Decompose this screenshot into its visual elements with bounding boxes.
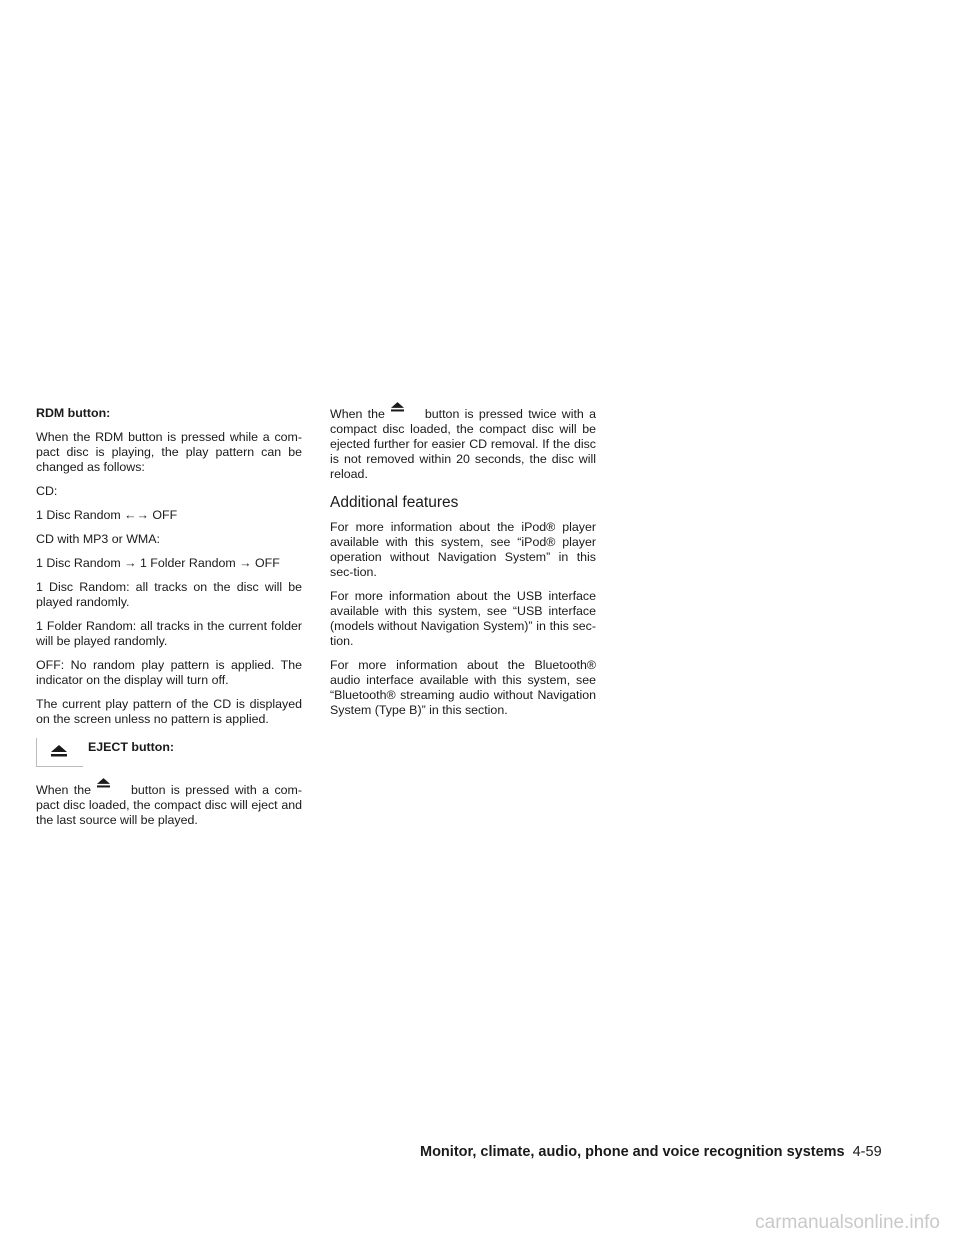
cd-label: CD:: [36, 484, 58, 498]
ipod-paragraph: For more information about the iPod® player available with this system, see “iPod® player operation without Navigation System” in this sec-tion.: [330, 520, 596, 579]
page-footer: [420, 1144, 882, 1160]
mp3-cycle: 1 Disc Random → 1 Folder Random → OFF: [36, 556, 280, 570]
eject-twice-after: button is pressed twice with a compact disc loaded, the compact disc will be ejected further for easier CD removal. If the disc is not removed within 20 seconds, the disc will reload.: [330, 407, 596, 481]
eject-icon-box: [36, 738, 83, 767]
cd-cycle: 1 Disc Random ←→ OFF: [36, 508, 178, 522]
eject-heading-row: [36, 736, 302, 772]
eject-icon: [51, 745, 67, 757]
eject-heading: EJECT button:: [88, 740, 175, 754]
watermark: carmanualsonline.info: [755, 1212, 940, 1233]
off-desc: OFF: No random play pattern is applied. The indicator on the display will turn off.: [36, 658, 302, 687]
additional-features-heading: Additional features: [330, 494, 459, 511]
rdm-heading: RDM button:: [36, 406, 111, 420]
eject-paragraph: [36, 782, 302, 828]
disc-random-desc: 1 Disc Random: all tracks on the disc will be played randomly.: [36, 580, 302, 609]
rdm-intro: When the RDM button is pressed while a com-pact disc is playing, the play pattern can be changed as follows:: [36, 430, 302, 474]
right-column: [330, 406, 596, 727]
page-number: 4-59: [852, 1144, 882, 1160]
eject-text-before: When the: [36, 783, 92, 797]
current-pattern-desc: The current play pattern of the CD is displayed on the screen unless no pattern is applied.: [36, 697, 302, 726]
eject-icon: [97, 778, 110, 788]
left-column: [36, 406, 302, 837]
folder-random-desc: 1 Folder Random: all tracks in the current folder will be played randomly.: [36, 619, 302, 648]
eject-inline-icon-wrap: [93, 782, 119, 796]
eject-twice-before: When the: [330, 407, 385, 421]
usb-paragraph: For more information about the USB interface available with this system, see “USB interface (models without Navigation System)” in this sec-tion.: [330, 589, 596, 648]
eject-inline-icon-wrap: [387, 406, 413, 420]
eject-icon: [391, 402, 404, 412]
bluetooth-paragraph: For more information about the Bluetooth® audio interface available with this system, see “Bluetooth® streaming audio without Navigation System (Type B)” in this section.: [330, 658, 596, 717]
eject-text-after: button is pressed with a com-pact disc loaded, the compact disc will eject and the last source will be played.: [36, 783, 302, 827]
mp3-label: CD with MP3 or WMA:: [36, 532, 160, 546]
eject-twice-paragraph: [330, 406, 596, 482]
footer-section-title: Monitor, climate, audio, phone and voice recognition systems: [420, 1144, 845, 1160]
